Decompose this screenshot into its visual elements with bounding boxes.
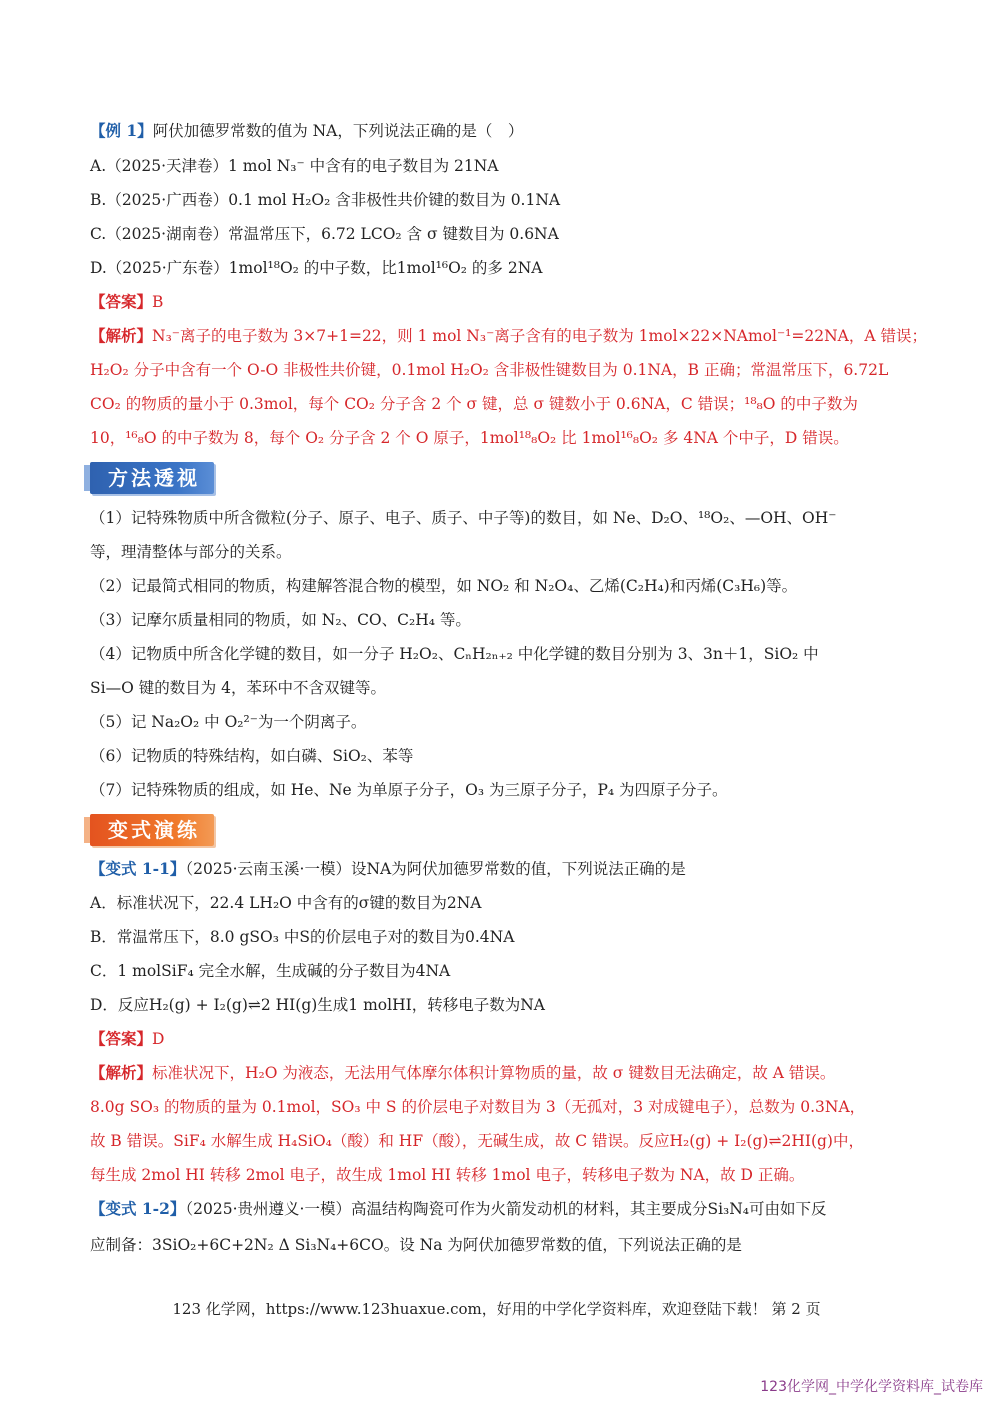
page-footer: 123 化学网，https://www.123huaxue.com，好用的中学化学资料库，欢迎登陆下载！ 第 2 页 bbox=[172, 1300, 821, 1318]
example-option-a: A.（2025·天津卷）1 mol N₃⁻ 中含有的电子数目为 21NA bbox=[90, 157, 499, 175]
practice-q1-answer-value: D bbox=[152, 1030, 165, 1048]
practice-q1-line bbox=[90, 858, 686, 880]
practice-q1-answer bbox=[90, 1028, 164, 1050]
practice-q1-analysis-line-4: 每生成 2mol HI 转移 2mol 电子，故生成 1mol HI 转移 1mol 电子，转移电子数为 NA，故 D 正确。 bbox=[90, 1166, 805, 1184]
example-option-c: C.（2025·湖南卷）常温常压下，6.72 LCO₂ 含 σ 键数目为 0.6NA bbox=[90, 225, 559, 243]
practice-q1-analysis-line-3: 故 B 错误。SiF₄ 水解生成 H₄SiO₄（酸）和 HF（酸），无碱生成，故 C 错误。反应H₂(g) + I₂(g)⇌2HI(g)中， bbox=[90, 1132, 864, 1150]
example-analysis-line-4: 10，¹⁶₈O 的中子数为 8，每个 O₂ 分子含 2 个 O 原子，1mol¹⁸₈O₂ 比 1mol¹⁶₈O₂ 多 4NA 个中子，D 错误。 bbox=[90, 429, 849, 447]
analysis-label: 【解析】 bbox=[90, 326, 153, 345]
practice-q2-text-1: （2025·贵州遵义·一模）高温结构陶瓷可作为火箭发动机的材料，其主要成分Si₃N₄可由如下反 bbox=[185, 1200, 827, 1218]
method-line-8: （6）记物质的特殊结构，如白磷、SiO₂、苯等 bbox=[90, 747, 414, 765]
analysis-text: N₃⁻离子的电子数为 3×7+1=22，则 1 mol N₃⁻离子含有的电子数为 1mol×22×NAmol⁻¹=22NA，A 错误； bbox=[152, 327, 927, 345]
method-line-6: Si—O 键的数目为 4，苯环中不含双键等。 bbox=[90, 679, 386, 697]
example-question-line bbox=[90, 120, 523, 142]
practice-q1-analysis-line-1 bbox=[90, 1062, 835, 1084]
practice-q1-question: （2025·云南玉溪·一模）设NA为阿伏加德罗常数的值，下列说法正确的是 bbox=[185, 860, 686, 878]
practice-q1-option-b: B．常温常压下，8.0 gSO₃ 中S的价层电子对的数目为0.4NA bbox=[90, 928, 515, 946]
example-tag: 【例 1】 bbox=[90, 121, 153, 140]
practice-q1-answer-label: 【答案】 bbox=[90, 1029, 153, 1048]
example-analysis-line-2: H₂O₂ 分子中含有一个 O-O 非极性共价键，0.1mol H₂O₂ 含非极性键数目为 0.1NA，B 正确；常温常压下，6.72L bbox=[90, 361, 889, 379]
method-line-7: （5）记 Na₂O₂ 中 O₂²⁻为一个阴离子。 bbox=[90, 713, 367, 731]
method-banner: 方法透视 bbox=[90, 462, 214, 494]
example-question: 阿伏加德罗常数的值为 NA，下列说法正确的是（ ） bbox=[152, 122, 524, 140]
practice-q1-analysis-line-2: 8.0g SO₃ 的物质的量为 0.1mol，SO₃ 中 S 的价层电子对数目为 3（无孤对，3 对成键电子），总数为 0.3NA， bbox=[90, 1098, 866, 1116]
method-line-3: （2）记最简式相同的物质，构建解答混合物的模型，如 NO₂ 和 N₂O₄、乙烯(C₂H₄)和丙烯(C₃H₆)等。 bbox=[90, 577, 798, 595]
practice-banner: 变式演练 bbox=[90, 814, 214, 846]
practice-q1-analysis-label: 【解析】 bbox=[90, 1063, 153, 1082]
practice-q2-tag: 【变式 1-2】 bbox=[90, 1199, 186, 1218]
example-analysis-line-3: CO₂ 的物质的量小于 0.3mol，每个 CO₂ 分子含 2 个 σ 键，总 σ 键数小于 0.6NA，C 错误；¹⁸₈O 的中子数为 bbox=[90, 395, 858, 413]
practice-q2-line-1 bbox=[90, 1198, 827, 1220]
example-analysis-line-1 bbox=[90, 325, 927, 347]
practice-q1-option-a: A．标准状况下，22.4 LH₂O 中含有的σ键的数目为2NA bbox=[90, 894, 482, 912]
method-line-2: 等，理清整体与部分的关系。 bbox=[90, 543, 292, 561]
practice-q2-line-2: 应制备：3SiO₂+6C+2N₂ Δ Si₃N₄+6CO。设 Na 为阿伏加德罗常数的值，下列说法正确的是 bbox=[90, 1236, 742, 1254]
answer-label: 【答案】 bbox=[90, 292, 153, 311]
method-line-5: （4）记物质中所含化学键的数目，如一分子 H₂O₂、CₙH₂ₙ₊₂ 中化学键的数目分别为 3、3n＋1，SiO₂ 中 bbox=[90, 645, 819, 663]
site-watermark: 123化学网_中学化学资料库_试卷库 bbox=[760, 1379, 983, 1395]
practice-q1-analysis-text: 标准状况下，H₂O 为液态，无法用气体摩尔体积计算物质的量，故 σ 键数目无法确定，故 A 错误。 bbox=[152, 1064, 836, 1082]
example-answer bbox=[90, 291, 163, 313]
method-line-9: （7）记特殊物质的组成，如 He、Ne 为单原子分子，O₃ 为三原子分子，P₄ 为四原子分子。 bbox=[90, 781, 728, 799]
method-line-1: （1）记特殊物质中所含微粒(分子、原子、电子、质子、中子等)的数目，如 Ne、D₂O、¹⁸O₂、—OH、OH⁻ bbox=[90, 509, 837, 527]
practice-q1-option-c: C．1 molSiF₄ 完全水解，生成碱的分子数目为4NA bbox=[90, 962, 451, 980]
method-line-4: （3）记摩尔质量相同的物质，如 N₂、CO、C₂H₄ 等。 bbox=[90, 611, 471, 629]
example-option-b: B.（2025·广西卷）0.1 mol H₂O₂ 含非极性共价键的数目为 0.1NA bbox=[90, 191, 561, 209]
practice-q1-option-d: D．反应H₂(g) + I₂(g)⇌2 HI(g)生成1 molHI，转移电子数为NA bbox=[90, 996, 545, 1014]
answer-value: B bbox=[152, 293, 164, 311]
example-option-d: D.（2025·广东卷）1mol¹⁸O₂ 的中子数，比1mol¹⁶O₂ 的多 2NA bbox=[90, 259, 543, 277]
practice-q1-tag: 【变式 1-1】 bbox=[90, 859, 186, 878]
